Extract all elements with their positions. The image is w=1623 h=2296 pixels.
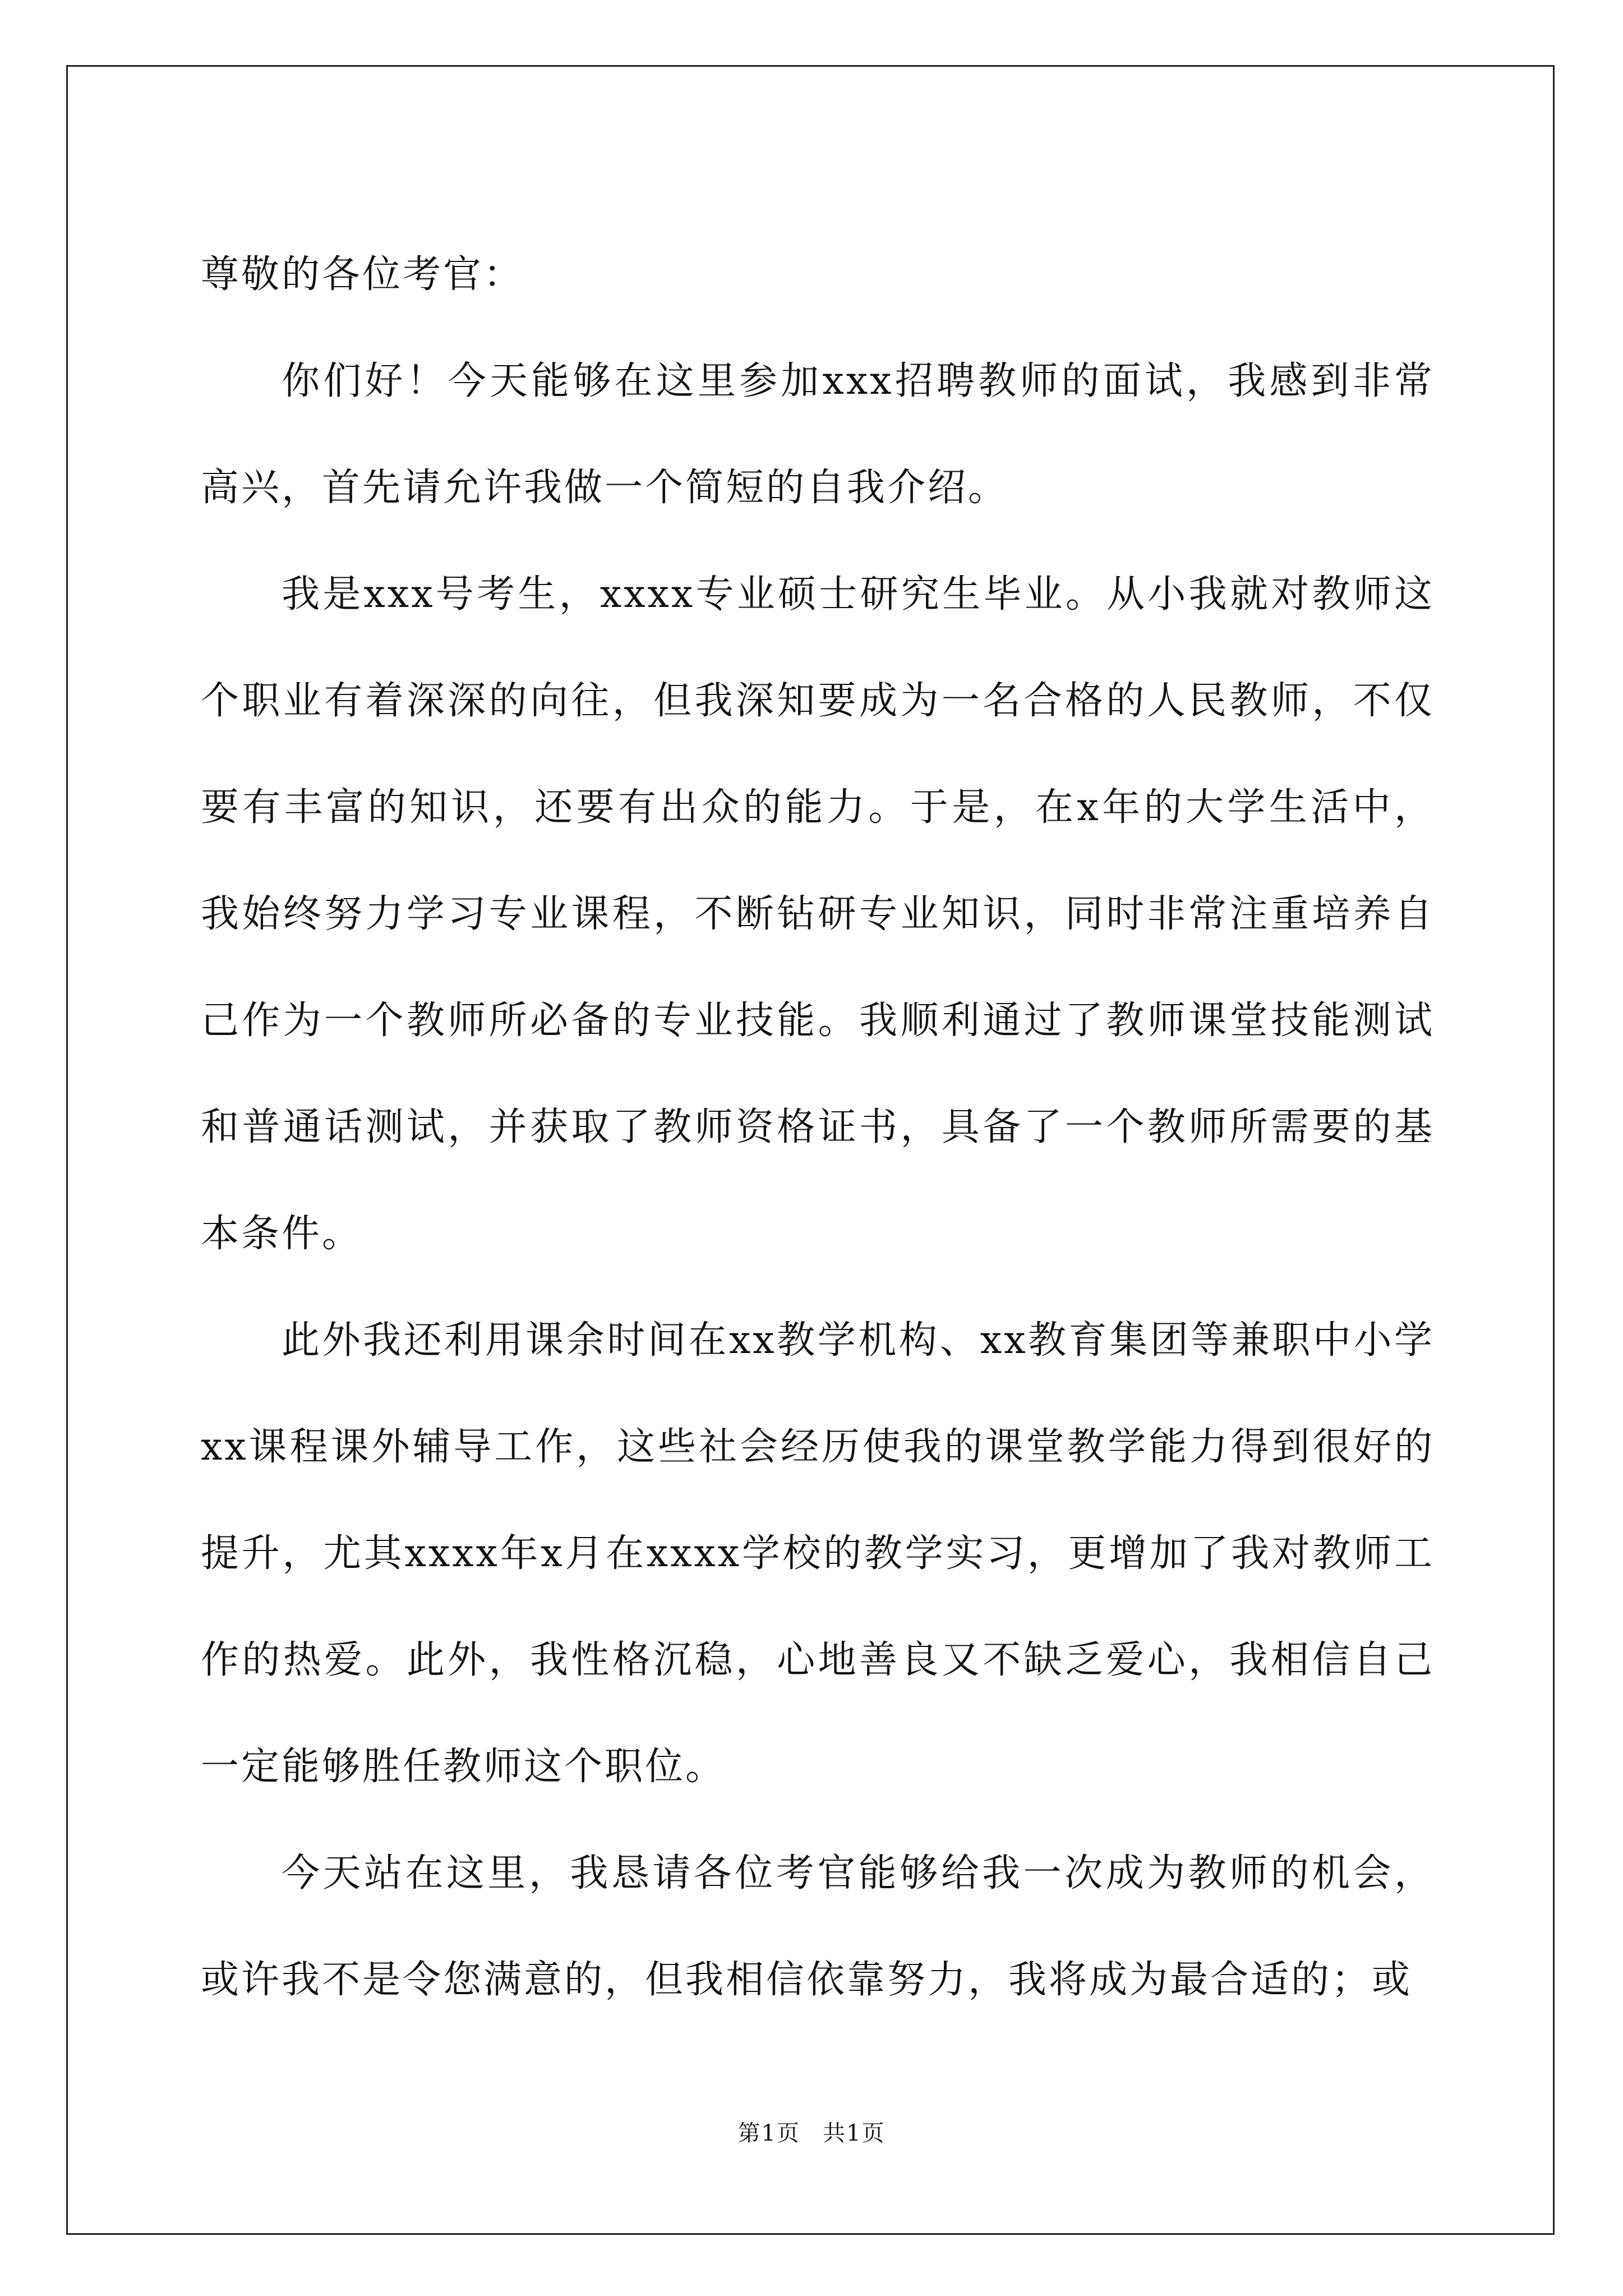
document-body bbox=[201, 222, 1435, 2033]
salutation: 尊敬的各位考官： bbox=[201, 252, 524, 297]
page-total: 共1页 bbox=[823, 2120, 886, 2146]
paragraph-request: 今天站在这里，我恳请各位考官能够给我一次成为教师的机会，或许我不是令您满意的，但我相信依靠努力，我将成为最合适的；或 bbox=[201, 1851, 1435, 2002]
paragraph-greeting: 你们好！今天能够在这里参加xxx招聘教师的面试，我感到非常高兴，首先请允许我做一个简短的自我介绍。 bbox=[201, 359, 1435, 510]
page-footer bbox=[0, 2119, 1623, 2147]
paragraph-experience: 此外我还利用课余时间在xx教学机构、xx教育集团等兼职中小学xx课程课外辅导工作，这些社会经历使我的课堂教学能力得到很好的提升，尤其xxxx年x月在xxxx学校的教学实习，更增加了我对教师工作的热爱。此外，我性格沉稳，心地善良又不缺乏爱心，我相信自己一定能够胜任教师这个职位。 bbox=[201, 1318, 1435, 1789]
paragraph-background: 我是xxx号考生，xxxx专业硕士研究生毕业。从小我就对教师这个职业有着深深的向往，但我深知要成为一名合格的人民教师，不仅要有丰富的知识，还要有出众的能力。于是，在x年的大学生活中，我始终努力学习专业课程，不断钻研专业知识，同时非常注重培养自己作为一个教师所必备的专业技能。我顺利通过了教师课堂技能测试和普通话测试，并获取了教师资格证书，具备了一个教师所需要的基本条件。 bbox=[201, 572, 1435, 1256]
page-number: 第1页 bbox=[737, 2120, 800, 2146]
